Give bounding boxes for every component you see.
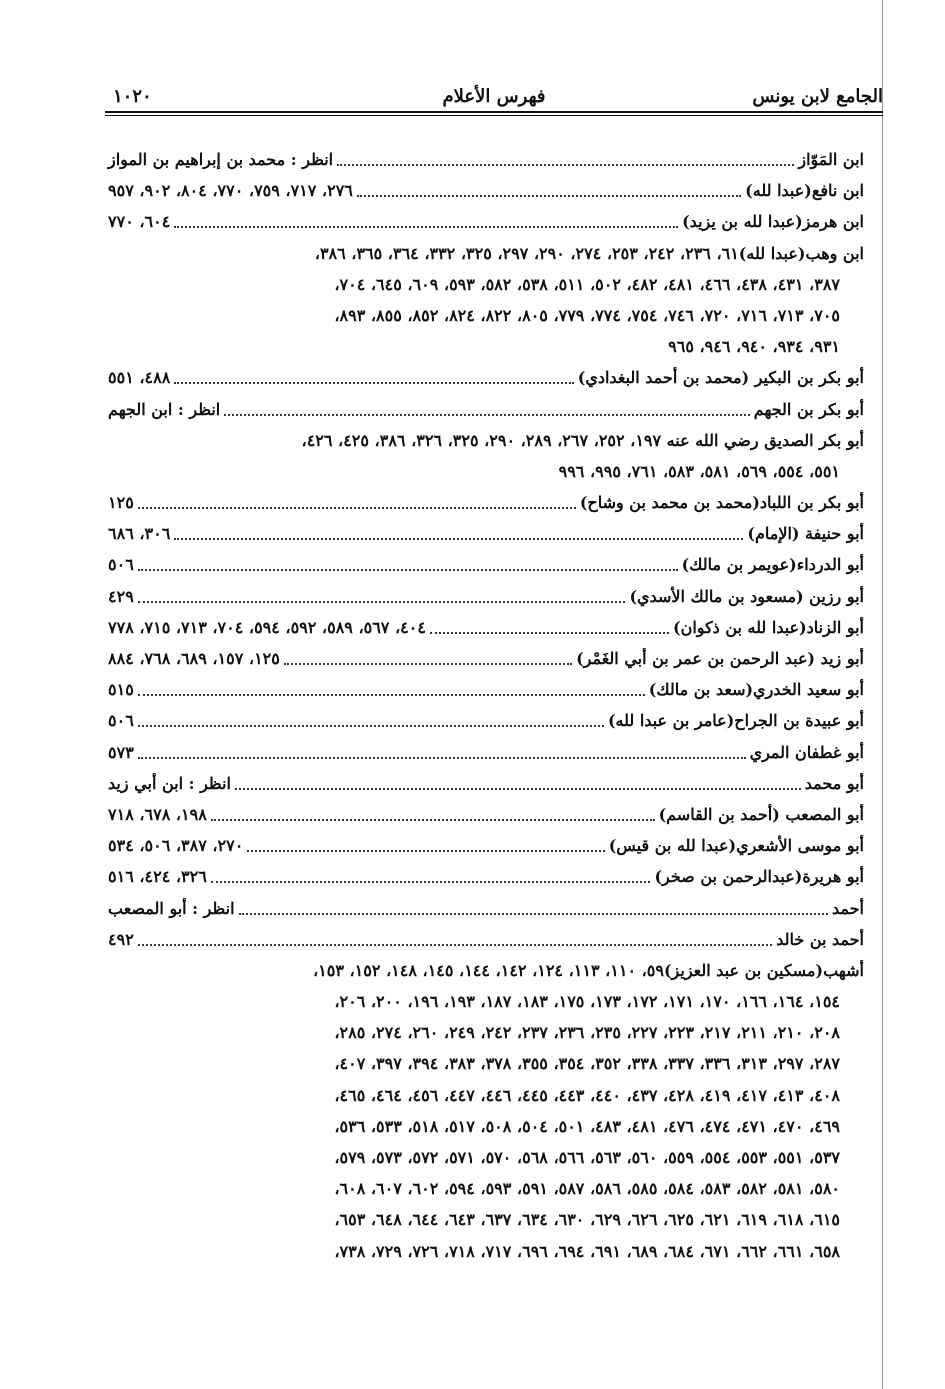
leader-dots — [174, 538, 743, 540]
entry-text: ٣٨٧، ٤٣١، ٤٣٨، ٤٦٦، ٤٨١، ٤٨٢، ٥٠٢، ٥١١، ٥٣٨، ٥٨٢، ٥٩٣، ٦٠٩، ٦٤٥، ٧٠٤، — [334, 274, 840, 294]
index-entry — [108, 425, 864, 456]
entry-text: ٤٦٩، ٤٧٠، ٤٧١، ٤٧٤، ٤٧٦، ٤٨١، ٤٨٣، ٥٠١، ٥٠٤، ٥٠٨، ٥١٧، ٥١٨، ٥٣٣، ٥٣٦، — [334, 1116, 840, 1136]
index-continuation-line — [108, 1111, 840, 1142]
index-entry — [108, 238, 864, 269]
index-entry — [108, 549, 864, 580]
entry-text: أبو بكر الصديق رضي الله عنه ١٩٧، ٢٥٢، ٢٦٧، ٢٨٩، ٢٩٠، ٣٢٥، ٣٢٦، ٣٨٦، ٤٢٥، ٤٢٦، — [301, 430, 864, 450]
index-continuation-line — [108, 300, 840, 331]
entry-text: ١٥٤، ١٦٤، ١٦٦، ١٧٠، ١٧١، ١٧٢، ١٧٣، ١٧٥، ١٨٣، ١٨٧، ١٩٣، ١٩٦، ٢٠٠، ٢٠٦، — [334, 992, 840, 1012]
entry-name: أحمد بن خالد — [776, 929, 864, 949]
entry-text: ٥٥١، ٥٥٤، ٥٦٩، ٥٨١، ٥٨٣، ٧٦١، ٩٩٥، ٩٩٦ — [558, 461, 840, 481]
entry-name: أبو موسى الأشعري(عبدا لله بن قيس) — [608, 836, 864, 856]
index-entry — [108, 175, 864, 206]
entry-name: ابن نافع(عبدا لله) — [745, 181, 864, 201]
leader-dots — [138, 725, 604, 727]
index-continuation-line — [108, 331, 840, 362]
leader-dots — [224, 414, 749, 416]
entry-pages: ٣٢٦، ٤٢٤، ٥١٦ — [108, 867, 207, 887]
entry-name: أبو هريرة(عبدالرحمن بن صخر) — [654, 867, 864, 887]
entry-name: أبو سعيد الخدري(سعد بن مالك) — [648, 680, 864, 700]
index-entry — [108, 830, 864, 861]
entry-pages: ٤٩٢ — [108, 929, 134, 949]
entry-text: ابن وهب(عبدا لله)٦١، ٢٣٦، ٢٤٢، ٢٥٣، ٢٧٤، ٢٩٠، ٢٩٧، ٣٢٥، ٣٣٢، ٣٦٤، ٣٦٥، ٣٨٦، — [314, 243, 864, 263]
entry-text: ٧٠٥، ٧١٣، ٧١٦، ٧٢٠، ٧٤٦، ٧٥٤، ٧٧٤، ٧٧٩، ٨٠٥، ٨٢٢، ٨٢٤، ٨٥٢، ٨٥٥، ٨٩٣، — [334, 305, 840, 325]
index-entry — [108, 581, 864, 612]
entry-pages: ٥١٥ — [108, 680, 134, 700]
leader-dots — [138, 569, 678, 571]
index-continuation-line — [108, 1173, 840, 1204]
index-entry — [108, 206, 864, 237]
index-entry — [108, 799, 864, 830]
index-continuation-line — [108, 1204, 840, 1235]
index-entry — [108, 487, 864, 518]
leader-dots — [211, 819, 655, 821]
entry-text: ٢٠٨، ٢١٠، ٢١١، ٢١٧، ٢٢٣، ٢٢٧، ٢٣٥، ٢٣٦، ٢٣٧، ٢٤٢، ٢٤٩، ٢٦٠، ٢٧٤، ٢٨٥، — [334, 1023, 840, 1043]
entry-name: أبو زيد (عبد الرحمن بن عمر بن أبي الغَمْر) — [576, 649, 864, 668]
page-header — [105, 84, 883, 110]
index-continuation-line — [108, 269, 840, 300]
entry-name: أبو الزناد(عبدا لله بن ذكوان) — [673, 617, 864, 637]
entry-name: أبو رزين (مسعود بن مالك الأسدي) — [629, 586, 864, 606]
entry-name: أبو عبيدة بن الجراح(عامر بن عبدا لله) — [607, 711, 864, 731]
index-continuation-line — [108, 986, 840, 1017]
leader-dots — [357, 195, 741, 197]
entry-text: أشهب(مسكين بن عبد العزيز)٥٩، ١١٠، ١١٣، ١٢٤، ١٤٢، ١٤٤، ١٤٥، ١٤٨، ١٥٢، ١٥٣، — [312, 960, 864, 980]
leader-dots — [337, 164, 794, 166]
entry-pages: انظر : ابن الجهم — [108, 399, 221, 419]
entry-name: أبو حنيفة (الإمام) — [747, 524, 864, 544]
index-entries — [108, 144, 864, 1267]
entry-pages: انظر : أبو المصعب — [108, 898, 235, 918]
index-entry — [108, 362, 864, 393]
entry-text: ٦١٥، ٦١٨، ٦١٩، ٦٢١، ٦٢٥، ٦٢٦، ٦٢٩، ٦٣٠، ٦٣٤، ٦٣٧، ٦٤٣، ٦٤٤، ٦٤٨، ٦٥٣، — [334, 1210, 840, 1230]
index-continuation-line — [108, 1048, 840, 1079]
leader-dots — [211, 881, 651, 883]
leader-dots — [430, 632, 669, 634]
leader-dots — [239, 913, 829, 915]
leader-dots — [284, 663, 572, 665]
index-continuation-line — [108, 1236, 840, 1267]
page-number: ١٠٢٠ — [113, 86, 152, 107]
index-entry — [108, 893, 864, 924]
leader-dots — [235, 788, 801, 790]
entry-text: ٥٣٧، ٥٥١، ٥٥٣، ٥٥٤، ٥٥٩، ٥٦٠، ٥٦٣، ٥٦٦، ٥٦٨، ٥٧٠، ٥٧١، ٥٧٢، ٥٧٣، ٥٧٩، — [334, 1148, 840, 1167]
book-title: الجامع لابن يونس — [752, 86, 883, 107]
entry-name: أبو بكر بن الجهم — [753, 399, 864, 419]
section-title: فهرس الأعلام — [442, 86, 546, 107]
leader-dots — [138, 601, 626, 603]
entry-pages: ٤٢٩ — [108, 586, 134, 606]
entry-text: ٢٨٧، ٢٩٧، ٣١٣، ٣٣٦، ٣٣٧، ٣٣٨، ٣٥٢، ٣٥٤، ٣٥٥، ٣٧٨، ٣٨٣، ٣٩٤، ٣٩٧، ٤٠٧، — [334, 1054, 840, 1074]
entry-pages: ١٢٥، ١٥٧، ٦٨٩، ٧٦٨، ٨٨٤ — [108, 649, 280, 668]
entry-name: أبو المصعب (أحمد بن القاسم) — [658, 804, 864, 824]
header-rule-thin — [105, 115, 883, 116]
entry-pages: ٤٨٨، ٥٥١ — [108, 368, 171, 388]
leader-dots — [138, 757, 746, 759]
entry-pages: انظر : ابن أبي زيد — [108, 773, 231, 793]
entry-text: ٥٨٠، ٥٨١، ٥٨٢، ٥٨٣، ٥٨٤، ٥٨٥، ٥٨٦، ٥٨٧، ٥٩١، ٥٩٣، ٥٩٤، ٦٠٢، ٦٠٧، ٦٠٨، — [334, 1179, 840, 1199]
entry-name: أبو الدرداء(عويمر بن مالك) — [681, 555, 864, 575]
entry-pages: ٦٠٤، ٧٧٠ — [108, 212, 171, 232]
page-edge-rule — [882, 0, 883, 1389]
index-entry — [108, 705, 864, 736]
index-entry — [108, 768, 864, 799]
index-entry — [108, 643, 864, 674]
index-entry — [108, 612, 864, 643]
index-entry — [108, 394, 864, 425]
entry-pages: ٣٠٦، ٦٨٦ — [108, 524, 171, 544]
entry-name: أبو غطفان المري — [749, 742, 864, 762]
leader-dots — [138, 507, 576, 509]
index-continuation-line — [108, 456, 840, 487]
leader-dots — [247, 850, 604, 852]
entry-name: ابن المَوّاز — [798, 150, 864, 169]
index-entry — [108, 674, 864, 705]
entry-name: أبو بكر بن اللباد(محمد بن محمد بن وشاح) — [579, 493, 864, 513]
entry-pages: ٢٧٦، ٧١٧، ٧٥٩، ٧٧٠، ٨٠٤، ٩٠٢، ٩٥٧ — [108, 181, 353, 201]
entry-text: ٩٣١، ٩٣٤، ٩٤٠، ٩٤٦، ٩٦٥ — [668, 337, 840, 357]
entry-name: أبو بكر بن البكير (محمد بن أحمد البغدادي) — [577, 368, 864, 388]
index-entry — [108, 861, 864, 892]
index-entry — [108, 737, 864, 768]
entry-pages: انظر : محمد بن إبراهيم بن المواز — [108, 150, 334, 169]
index-entry — [108, 144, 864, 175]
index-continuation-line — [108, 1017, 840, 1048]
entry-name: أحمد — [832, 898, 864, 918]
index-continuation-line — [108, 1142, 840, 1173]
index-entry — [108, 924, 864, 955]
entry-pages: ٥٠٦ — [108, 711, 134, 731]
entry-text: ٦٥٨، ٦٦١، ٦٦٢، ٦٧١، ٦٨٤، ٦٨٩، ٦٩١، ٦٩٤، ٦٩٦، ٧١٧، ٧١٨، ٧٢٦، ٧٢٩، ٧٣٨، — [334, 1241, 840, 1261]
leader-dots — [174, 226, 678, 228]
entry-pages: ٥٠٦ — [108, 555, 134, 575]
entry-pages: ٥٧٣ — [108, 742, 134, 762]
entry-pages: ٤٠٤، ٥٦٧، ٥٨٩، ٥٩٢، ٥٩٤، ٧٠٤، ٧١٣، ٧١٥، ٧٧٨ — [108, 617, 426, 637]
entry-pages: ١٢٥ — [108, 493, 134, 513]
entry-name: ابن هرمز(عبدا لله بن يزيد) — [682, 212, 864, 232]
entry-pages: ٢٧٠، ٣٨٧، ٥٠٦، ٥٣٤ — [108, 836, 244, 856]
index-entry — [108, 955, 864, 986]
header-rule-thick — [105, 111, 883, 113]
index-entry — [108, 518, 864, 549]
leader-dots — [138, 694, 645, 696]
index-continuation-line — [108, 1080, 840, 1111]
entry-name: أبو محمد — [804, 773, 864, 793]
leader-dots — [138, 944, 772, 946]
entry-text: ٤٠٨، ٤١٣، ٤١٧، ٤١٩، ٤٢٨، ٤٣٧، ٤٤٠، ٤٤٣، ٤٤٥، ٤٤٦، ٤٤٧، ٤٥٦، ٤٦٤، ٤٦٥، — [334, 1085, 840, 1105]
entry-pages: ١٩٨، ٦٧٨، ٧١٨ — [108, 804, 207, 824]
leader-dots — [174, 382, 573, 384]
